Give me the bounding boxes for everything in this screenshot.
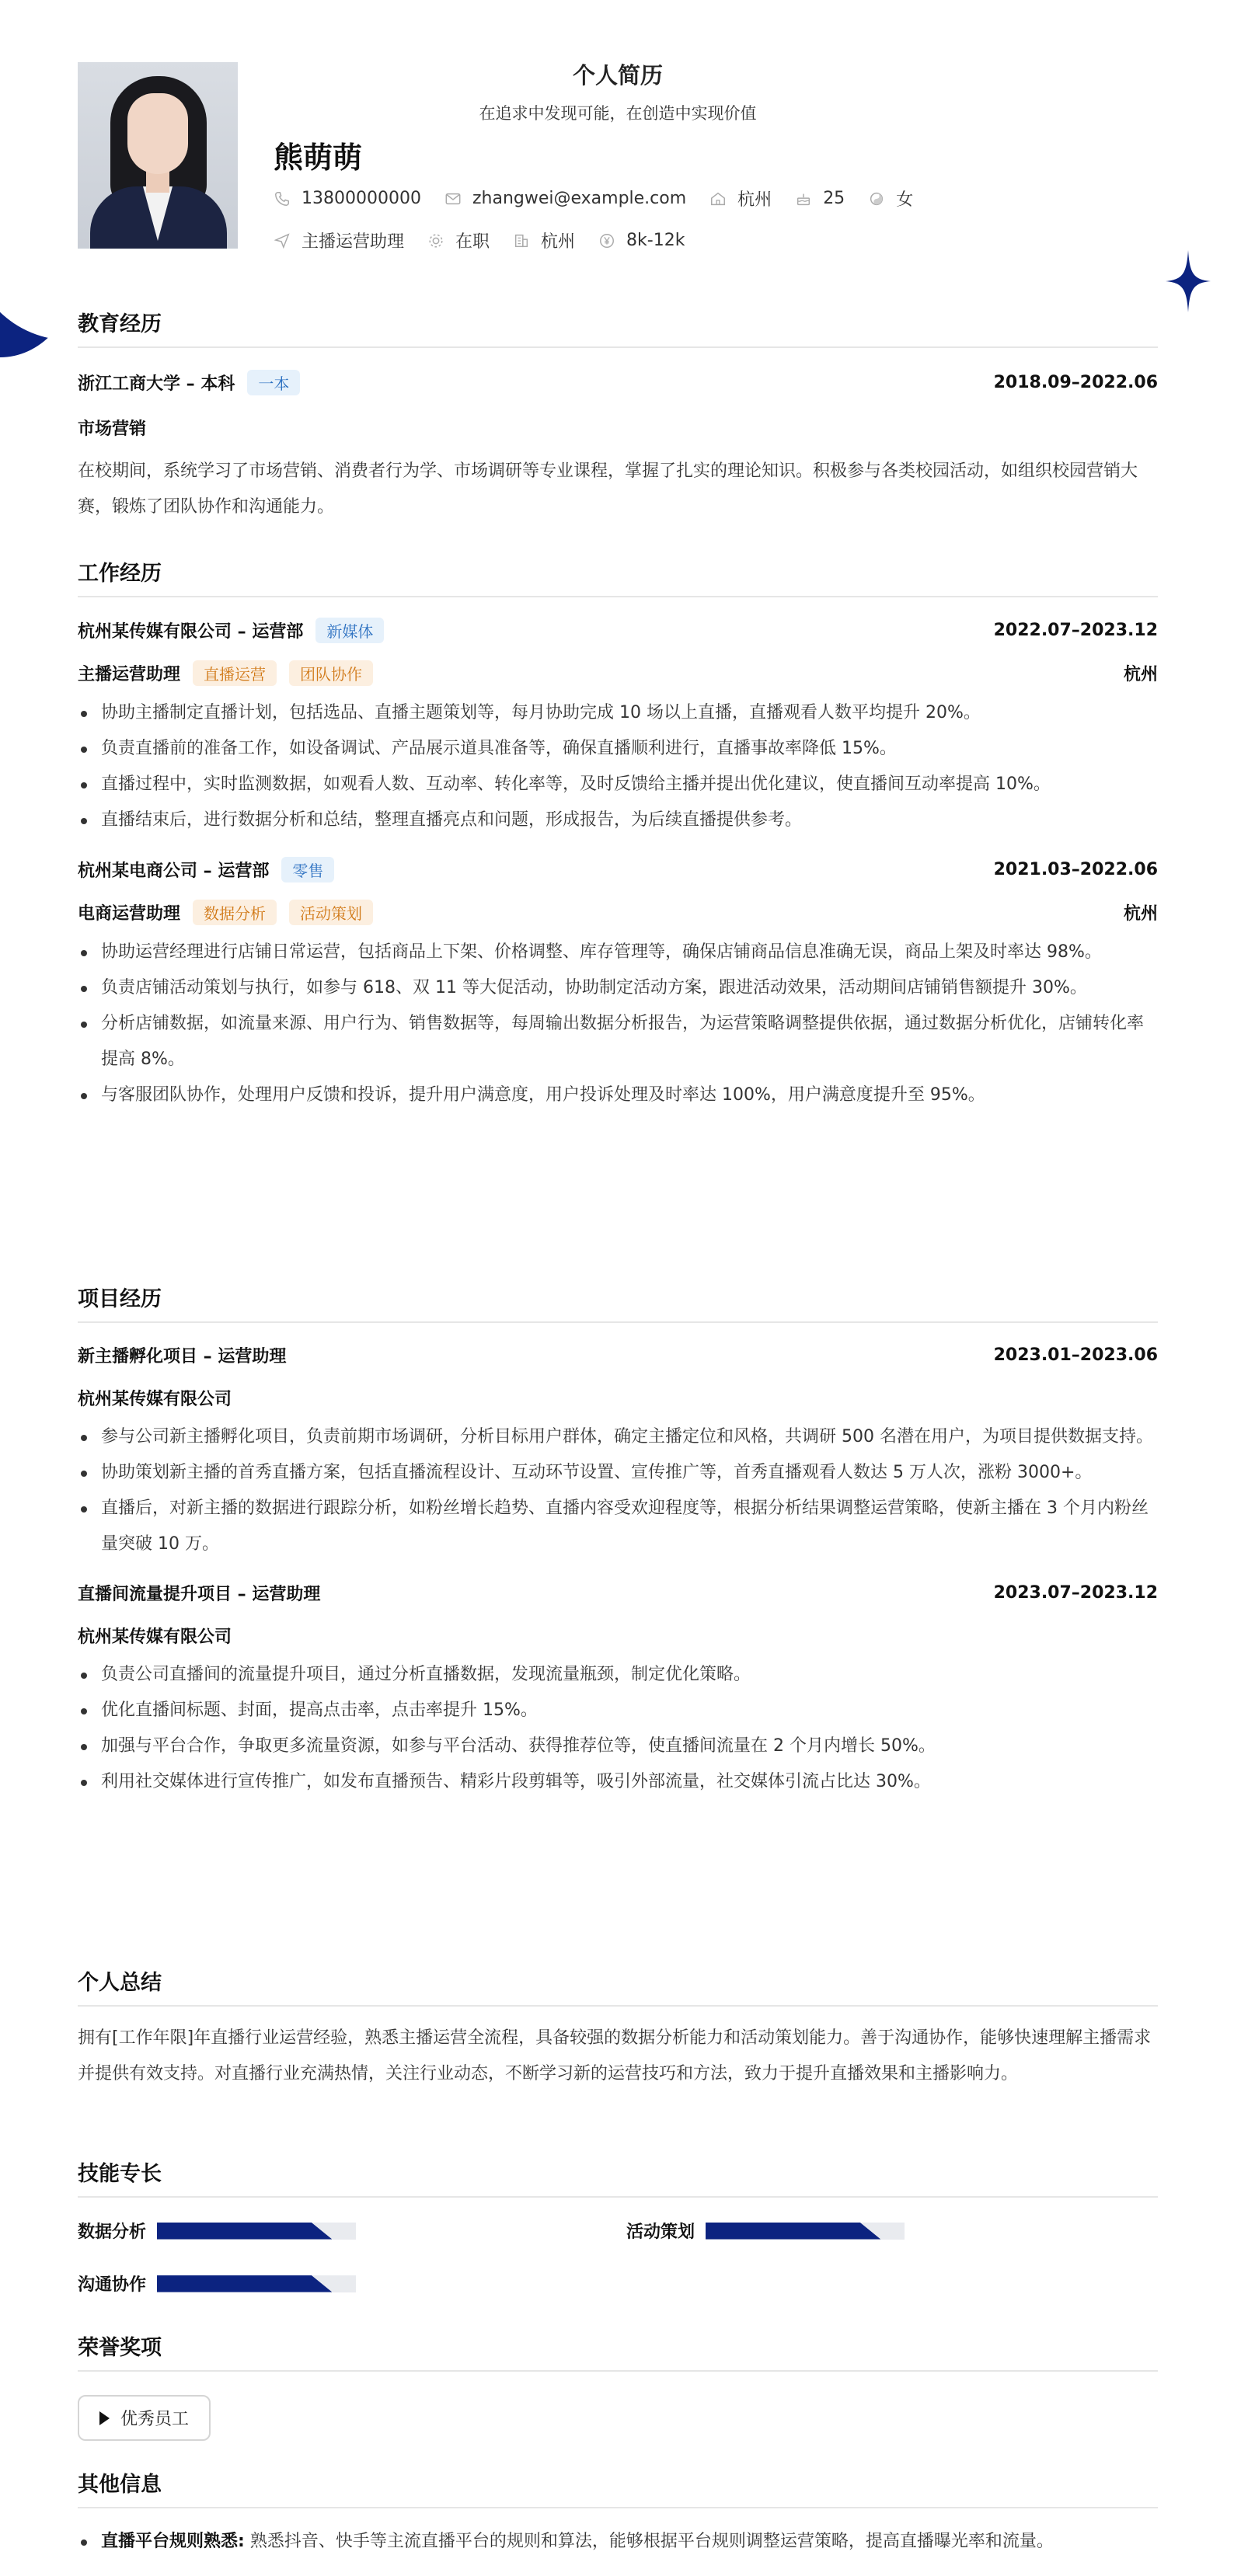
salary-value: 8k-12k bbox=[626, 231, 685, 250]
project-entry bbox=[78, 1581, 1158, 1800]
gender-icon bbox=[868, 190, 885, 207]
company-name: 杭州某传媒有限公司 – 运营部 bbox=[78, 622, 304, 642]
job-entry bbox=[78, 857, 1158, 1113]
mail-icon bbox=[444, 190, 462, 207]
skill-level-fill bbox=[157, 2223, 332, 2240]
section-title: 工作经历 bbox=[78, 556, 1158, 597]
project-company: 杭州某传媒有限公司 bbox=[78, 1390, 232, 1409]
job-entry bbox=[78, 618, 1158, 838]
section-title: 教育经历 bbox=[78, 307, 1158, 348]
job-role-row bbox=[78, 660, 1158, 686]
project-company-row bbox=[78, 1386, 1158, 1410]
hometown-info bbox=[709, 186, 772, 211]
awards-section bbox=[78, 2331, 1158, 2441]
phone-info bbox=[274, 189, 421, 208]
job-period: 2022.07–2023.12 bbox=[993, 621, 1158, 640]
company-name: 杭州某电商公司 – 运营部 bbox=[78, 862, 270, 881]
skill-tag: 直播运营 bbox=[193, 660, 277, 686]
industry-tag: 零售 bbox=[281, 857, 334, 882]
target-role-value: 主播运营助理 bbox=[302, 232, 405, 252]
target-city-info bbox=[513, 228, 575, 252]
profile-photo bbox=[78, 62, 238, 249]
list-item: 负责直播前的准备工作，如设备调试、产品展示道具准备等，确保直播顺利进行，直播事故率降低 15%。 bbox=[78, 731, 1158, 767]
skill-level-bar bbox=[706, 2223, 905, 2240]
document-title: 个人简历 bbox=[572, 62, 663, 89]
education-section bbox=[78, 307, 1158, 525]
skill-level-bar bbox=[157, 2275, 356, 2292]
section-title: 荣誉奖项 bbox=[78, 2331, 1158, 2372]
skill-level-bar bbox=[157, 2223, 356, 2240]
home-icon bbox=[709, 190, 727, 207]
target-role-info bbox=[274, 228, 404, 252]
school-name: 浙江工商大学 – 本科 bbox=[78, 374, 235, 394]
resume-header bbox=[78, 0, 1158, 307]
job-bullets bbox=[78, 935, 1158, 1113]
email-value: zhangwei@example.com bbox=[472, 189, 687, 208]
industry-tag: 新媒体 bbox=[315, 618, 384, 643]
motto: 在追求中发现可能，在创造中实现价值 bbox=[479, 104, 757, 123]
job-role: 电商运营助理 bbox=[78, 904, 181, 924]
list-item: 负责公司直播间的流量提升项目，通过分析直播数据，发现流量瓶颈，制定优化策略。 bbox=[78, 1657, 1158, 1693]
skill-item bbox=[78, 2219, 356, 2243]
list-item: 参与公司新主播孵化项目，负责前期市场调研，分析目标用户群体，确定主播定位和风格，共调研 500 名潜在用户，为项目提供数据支持。 bbox=[78, 1419, 1158, 1455]
list-item: 直播后，对新主播的数据进行跟踪分析，如粉丝增长趋势、直播内容受欢迎程度等，根据分析结果调整运营策略，使新主播在 3 个月内粉丝量突破 10 万。 bbox=[78, 1491, 1158, 1562]
skill-level-fill bbox=[706, 2223, 880, 2240]
school-tag: 一本 bbox=[247, 370, 300, 395]
list-item: 协助策划新主播的首秀直播方案，包括直播流程设计、互动环节设置、宣传推广等，首秀直播观看人数达 5 万人次，涨粉 3000+。 bbox=[78, 1455, 1158, 1491]
list-item: 协助运营经理进行店铺日常运营，包括商品上下架、价格调整、库存管理等，确保店铺商品信息准确无误，商品上架及时率达 98%。 bbox=[78, 935, 1158, 970]
gear-icon bbox=[427, 232, 444, 249]
list-item: 利用社交媒体进行宣传推广，如发布直播预告、精彩片段剪辑等，吸引外部流量，社交媒体引流占比达 30%。 bbox=[78, 1764, 1158, 1800]
list-item: 与客服团队协作，处理用户反馈和投诉，提升用户满意度，用户投诉处理及时率达 100%，用户满意度提升至 95%。 bbox=[78, 1077, 1158, 1113]
education-header-row bbox=[78, 370, 1158, 395]
project-header-row bbox=[78, 1343, 1158, 1367]
work-section bbox=[78, 556, 1158, 1113]
list-item: 优化直播间标题、封面，提高点击率，点击率提升 15%。 bbox=[78, 1693, 1158, 1728]
project-bullets bbox=[78, 1657, 1158, 1800]
job-role: 主播运营助理 bbox=[78, 665, 181, 684]
job-city: 杭州 bbox=[1123, 665, 1158, 684]
age-value: 25 bbox=[823, 189, 845, 208]
job-header-row bbox=[78, 857, 1158, 882]
award-chip bbox=[78, 2395, 211, 2441]
project-name: 直播间流量提升项目 – 运营助理 bbox=[78, 1585, 321, 1604]
project-company-row bbox=[78, 1624, 1158, 1648]
major-row bbox=[78, 416, 1158, 440]
age-info bbox=[795, 189, 845, 208]
salary-info bbox=[598, 231, 685, 250]
education-description: 在校期间，系统学习了市场营销、消费者行为学、市场调研等专业课程，掌握了扎实的理论知识。积极参与各类校园活动，如组织校园营销大赛，锻炼了团队协作和沟通能力。 bbox=[78, 461, 1138, 517]
list-item: 负责店铺活动策划与执行，如参与 618、双 11 等大促活动，协助制定活动方案，跟进活动效果，活动期间店铺销售额提升 30%。 bbox=[78, 970, 1158, 1006]
job-period: 2021.03–2022.06 bbox=[993, 860, 1158, 879]
phone-value: 13800000000 bbox=[302, 189, 421, 208]
skill-name: 沟通协作 bbox=[78, 2275, 147, 2295]
project-header-row bbox=[78, 1581, 1158, 1605]
hometown-value: 杭州 bbox=[737, 190, 772, 210]
skill-tag: 活动策划 bbox=[289, 900, 373, 925]
skill-name: 数据分析 bbox=[78, 2223, 147, 2242]
other-section bbox=[78, 2467, 1158, 2560]
candidate-name: 熊萌萌 bbox=[274, 141, 363, 175]
status-info bbox=[427, 228, 490, 252]
yen-coin-icon bbox=[598, 232, 615, 249]
section-title: 个人总结 bbox=[78, 1965, 1158, 2007]
skill-name: 活动策划 bbox=[626, 2223, 695, 2242]
job-role-row bbox=[78, 900, 1158, 925]
job-intent-row bbox=[274, 228, 708, 252]
other-item-label: 直播平台规则熟悉: bbox=[101, 2532, 245, 2551]
other-item-text: 熟悉抖音、快手等主流直播平台的规则和算法，能够根据平台规则调整运营策略，提高直播曝光率和流量。 bbox=[249, 2532, 1054, 2551]
project-company: 杭州某传媒有限公司 bbox=[78, 1627, 232, 1647]
skill-item bbox=[626, 2219, 905, 2243]
list-item: 分析店铺数据，如流量来源、用户行为、销售数据等，每周输出数据分析报告，为运营策略调整提供依据，通过数据分析优化，店铺转化率提高 8%。 bbox=[78, 1006, 1158, 1077]
list-item: 直播结束后，进行数据分析和总结，整理直播亮点和问题，形成报告，为后续直播提供参考。 bbox=[78, 802, 1158, 838]
phone-icon bbox=[274, 190, 291, 207]
list-item bbox=[78, 2524, 1158, 2560]
skills-section bbox=[78, 2157, 1158, 2312]
summary-section bbox=[78, 1965, 1158, 2092]
email-info bbox=[444, 189, 686, 208]
send-icon bbox=[274, 232, 291, 249]
sparkle-star-icon bbox=[1166, 250, 1211, 312]
skill-item bbox=[78, 2271, 356, 2296]
list-item: 协助主播制定直播计划，包括选品、直播主题策划等，每月协助完成 10 场以上直播，直播观看人数平均提升 20%。 bbox=[78, 695, 1158, 731]
list-item: 加强与平台合作，争取更多流量资源，如参与平台活动、获得推荐位等，使直播间流量在 2 个月内增长 50%。 bbox=[78, 1728, 1158, 1764]
skill-tag: 团队协作 bbox=[289, 660, 373, 686]
education-period: 2018.09–2022.06 bbox=[993, 373, 1158, 392]
project-period: 2023.01–2023.06 bbox=[993, 1345, 1158, 1365]
section-title: 技能专长 bbox=[78, 2157, 1158, 2198]
job-city: 杭州 bbox=[1123, 904, 1158, 924]
skill-level-fill bbox=[157, 2275, 332, 2292]
job-bullets bbox=[78, 695, 1158, 838]
other-list bbox=[78, 2524, 1158, 2560]
section-title: 其他信息 bbox=[78, 2467, 1158, 2508]
cake-icon bbox=[795, 190, 812, 207]
project-period: 2023.07–2023.12 bbox=[993, 1583, 1158, 1603]
job-header-row bbox=[78, 618, 1158, 643]
award-name: 优秀员工 bbox=[120, 2410, 190, 2429]
skill-tag: 数据分析 bbox=[193, 900, 277, 925]
projects-section bbox=[78, 1282, 1158, 1800]
section-title: 项目经历 bbox=[78, 1282, 1158, 1323]
status-value: 在职 bbox=[455, 232, 490, 252]
project-name: 新主播孵化项目 – 运营助理 bbox=[78, 1347, 287, 1366]
major-name: 市场营销 bbox=[78, 419, 147, 439]
target-city-value: 杭州 bbox=[541, 232, 576, 252]
gender-value: 女 bbox=[896, 190, 914, 210]
play-triangle-icon bbox=[99, 2411, 110, 2425]
summary-text: 拥有[工作年限]年直播行业运营经验，熟悉主播运营全流程，具备较强的数据分析能力和活动策划能力。善于沟通协作，能够快速理解主播需求并提供有效支持。对直播行业充满热情，关注行业动态，不断学习新的运营技巧和方法，致力于提升直播效果和主播影响力。 bbox=[78, 2028, 1152, 2083]
contact-row bbox=[274, 186, 936, 211]
project-bullets bbox=[78, 1419, 1158, 1562]
list-item: 直播过程中，实时监测数据，如观看人数、互动率、转化率等，及时反馈给主播并提出优化建议，使直播间互动率提高 10%。 bbox=[78, 767, 1158, 802]
project-entry bbox=[78, 1343, 1158, 1562]
gender-info bbox=[868, 186, 913, 211]
building-icon bbox=[513, 232, 530, 249]
